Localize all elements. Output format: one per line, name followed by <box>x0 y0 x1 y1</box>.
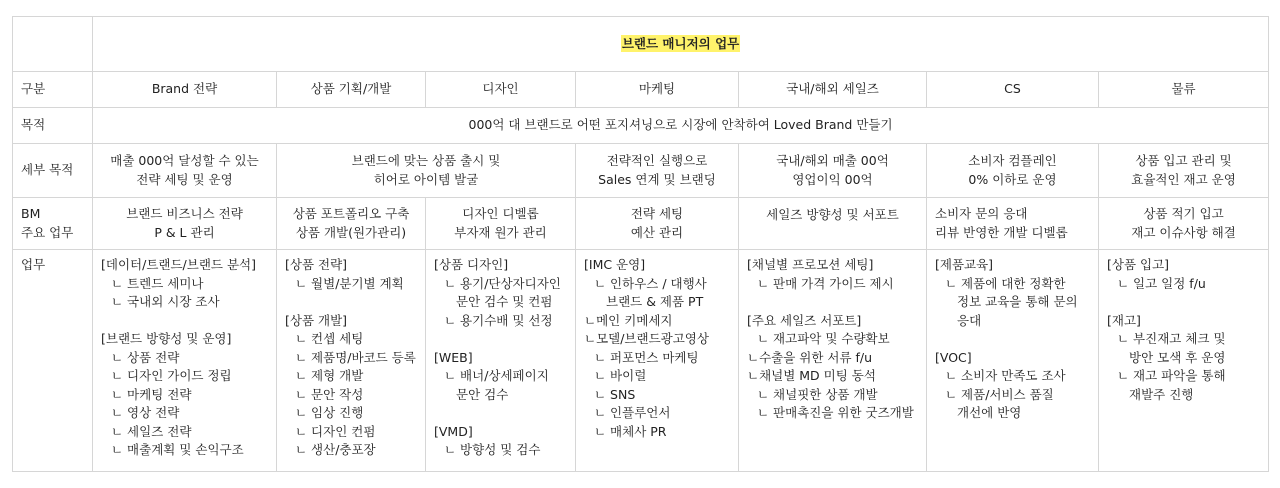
detail-goal-line: 소비자 컴플레인 <box>968 153 1057 168</box>
bm-task-line: 상품 포트폴리오 구축 <box>292 206 410 221</box>
work-item: [WEB] <box>434 349 473 365</box>
work-item: [주요 세일즈 서포트] <box>747 312 862 328</box>
bm-task-line: 예산 관리 <box>630 224 684 240</box>
detail-goal-line: 전략 세팅 및 운영 <box>136 171 233 187</box>
work-spacer <box>1107 293 1268 312</box>
work-item: ㄴ 퍼포먼스 마케팅 <box>594 349 699 365</box>
work-item: ㄴ 인하우스 / 대행사 <box>594 275 707 291</box>
work-item: ㄴ 배너/상세페이지 <box>444 368 549 383</box>
work-item: ㄴ 용기수배 및 선정 <box>444 312 553 328</box>
work-item: ㄴ 매출계획 및 손익구조 <box>111 442 244 457</box>
bm-task-line: 리뷰 반영한 개발 디벨롭 <box>935 224 1068 240</box>
work-item: ㄴ 월별/분기별 계획 <box>295 275 404 291</box>
work-col-marketing <box>576 250 739 472</box>
detail-goal-sales <box>739 144 927 198</box>
bm-task-line: P & L 관리 <box>154 224 215 240</box>
work-item: 브랜드 & 제품 PT <box>606 294 704 309</box>
work-item: [상품 전략] <box>285 257 348 272</box>
work-item: ㄴ 문안 작성 <box>295 386 364 402</box>
work-spacer <box>101 312 276 331</box>
brand-manager-table <box>12 16 1269 472</box>
bm-task-product <box>277 198 426 250</box>
detail-goal-logistics <box>1099 144 1269 198</box>
work-item: ㄴ 재고 파악을 통해 <box>1117 368 1226 383</box>
purpose-text: 000억 대 브랜드로 어떤 포지셔닝으로 시장에 안착하여 Loved Brand 만들기 <box>93 108 1269 144</box>
header-product-planning: 상품 기획/개발 <box>277 72 426 108</box>
work-item: [재고] <box>1107 312 1141 328</box>
work-spacer <box>434 330 575 349</box>
detail-goal-line: 전략적인 실행으로 <box>606 153 708 168</box>
work-item: ㄴ 디자인 컨펌 <box>295 423 376 439</box>
work-item: ㄴ 마케팅 전략 <box>111 386 192 402</box>
detail-goal-cs <box>927 144 1099 198</box>
bm-task-line: 디자인 디벨롭 <box>462 206 539 221</box>
bm-task-line: 전략 세팅 <box>630 206 684 221</box>
page-title: 브랜드 매니저의 업무 <box>621 35 740 51</box>
bm-task-logistics <box>1099 198 1269 250</box>
work-item: ㄴ 제품명/바코드 등록 <box>295 349 416 365</box>
work-item: ㄴ 재고파악 및 수량확보 <box>757 331 890 346</box>
work-item: [IMC 운영] <box>584 257 646 272</box>
title-cell <box>93 17 1269 72</box>
work-item: ㄴ 판매촉진을 위한 굿즈개발 <box>757 405 914 420</box>
header-logistics: 물류 <box>1099 72 1269 108</box>
bm-task-marketing <box>576 198 739 250</box>
detail-goal-line: 국내/해외 매출 00억 <box>776 153 889 168</box>
work-col-design <box>426 250 576 472</box>
bm-tasks-row <box>13 198 1269 250</box>
detail-goal-line: Sales 연계 및 브랜딩 <box>598 171 716 187</box>
detail-goals-label: 세부 목적 <box>13 144 93 198</box>
work-item: [브랜드 방향성 및 운영] <box>101 331 232 346</box>
bm-tasks-label <box>13 198 93 250</box>
detail-goal-marketing <box>576 144 739 198</box>
corner-cell <box>13 17 93 72</box>
detail-goal-line: 히어로 아이템 발굴 <box>373 171 479 187</box>
header-design: 디자인 <box>426 72 576 108</box>
bm-task-design <box>426 198 576 250</box>
work-col-product <box>277 250 426 472</box>
work-item: ㄴ 일고 일정 f/u <box>1117 275 1206 291</box>
work-col-logistics <box>1099 250 1269 472</box>
work-item: ㄴ 세일즈 전략 <box>111 423 192 439</box>
work-item: ㄴ 매체사 PR <box>594 423 667 439</box>
bm-task-line: 소비자 문의 응대 <box>935 206 1028 221</box>
purpose-row <box>13 108 1269 144</box>
bm-task-line: 브랜드 비즈니스 전략 <box>126 206 243 221</box>
work-item: [채널별 프로모션 세팅] <box>747 257 874 272</box>
work-spacer <box>747 293 926 312</box>
bm-task-line: 재고 이슈사항 해결 <box>1131 224 1236 240</box>
bm-task-sales <box>739 198 927 250</box>
bm-task-line: 상품 개발(원가관리) <box>295 224 407 240</box>
work-item: ㄴ 제품에 대한 정확한 <box>945 275 1066 291</box>
work-item: ㄴ채널별 MD 미팅 동석 <box>747 368 876 383</box>
detail-goal-line: 매출 000억 달성할 수 있는 <box>110 153 259 168</box>
work-spacer <box>285 293 425 312</box>
detail-goal-line: 영업이익 00억 <box>792 171 873 187</box>
work-item: 정보 교육을 통해 문의 <box>957 294 1078 309</box>
work-item: ㄴ 인플루언서 <box>594 405 671 420</box>
work-item: [제품교육] <box>935 257 994 272</box>
work-item: 재발주 진행 <box>1129 386 1194 402</box>
work-item: ㄴ수출을 위한 서류 f/u <box>747 349 873 365</box>
work-item: ㄴ 판매 가격 가이드 제시 <box>757 275 894 291</box>
bm-task-line: 세일즈 방향성 및 서포트 <box>766 207 899 222</box>
work-col-cs <box>927 250 1099 472</box>
work-item: ㄴ 방향성 및 검수 <box>444 442 541 457</box>
work-item: [상품 입고] <box>1107 257 1170 272</box>
work-item: 방안 모색 후 운영 <box>1129 349 1226 365</box>
work-item: 문안 검수 <box>456 386 509 402</box>
work-item: 응대 <box>957 312 982 328</box>
work-item: ㄴ 소비자 만족도 조사 <box>945 368 1066 383</box>
header-cs: CS <box>927 72 1099 108</box>
work-item: ㄴ SNS <box>594 386 636 402</box>
work-row <box>13 250 1269 472</box>
work-item: [데이터/트랜드/브랜드 분석] <box>101 257 256 272</box>
work-item: ㄴ 제형 개발 <box>295 368 364 383</box>
work-spacer <box>935 330 1098 349</box>
bm-task-brand <box>93 198 277 250</box>
work-item: ㄴ 디자인 가이드 정립 <box>111 368 232 383</box>
work-col-sales <box>739 250 927 472</box>
bm-tasks-label-line: 주요 업무 <box>21 224 74 240</box>
purpose-label: 목적 <box>13 108 93 144</box>
work-item: ㄴ 생산/충포장 <box>295 442 376 457</box>
detail-goal-brand <box>93 144 277 198</box>
header-marketing: 마케팅 <box>576 72 739 108</box>
detail-goal-line: 효율적인 재고 운영 <box>1131 171 1236 187</box>
work-label: 업무 <box>13 250 93 472</box>
bm-task-cs <box>927 198 1099 250</box>
work-item: ㄴ 영상 전략 <box>111 405 180 420</box>
title-row <box>13 17 1269 72</box>
header-label: 구분 <box>13 72 93 108</box>
detail-goals-row <box>13 144 1269 198</box>
work-item: [VOC] <box>935 349 972 365</box>
work-item: ㄴ메인 키메세지 <box>584 312 673 328</box>
work-item: ㄴ 컨셉 세팅 <box>295 331 364 346</box>
work-item: ㄴ 트렌드 세미나 <box>111 275 204 291</box>
header-brand-strategy: Brand 전략 <box>93 72 277 108</box>
work-item: ㄴ 국내외 시장 조사 <box>111 294 220 309</box>
bm-tasks-label-line: BM <box>21 206 41 221</box>
bm-task-line: 상품 적기 입고 <box>1143 206 1224 221</box>
work-item: ㄴ 상품 전략 <box>111 349 180 365</box>
work-spacer <box>434 404 575 423</box>
work-item: 문안 검수 및 컨펌 <box>456 294 553 309</box>
detail-goal-product-design <box>277 144 576 198</box>
detail-goal-line: 브랜드에 맞는 상품 출시 및 <box>351 153 501 168</box>
work-item: ㄴ 부진재고 체크 및 <box>1117 331 1226 346</box>
work-item: [상품 개발] <box>285 312 348 328</box>
work-item: ㄴ 채널핏한 상품 개발 <box>757 386 878 402</box>
work-item: ㄴ 임상 진행 <box>295 405 364 420</box>
work-item: [상품 디자인] <box>434 257 509 272</box>
work-item: 개선에 반영 <box>957 405 1022 420</box>
work-item: [VMD] <box>434 423 473 439</box>
work-item: ㄴ 바이럴 <box>594 368 647 383</box>
work-item: ㄴ 용기/단상자디자인 <box>444 275 561 291</box>
detail-goal-line: 상품 입고 관리 및 <box>1135 153 1232 168</box>
bm-task-line: 부자재 원가 관리 <box>454 224 547 240</box>
header-row <box>13 72 1269 108</box>
detail-goal-line: 0% 이하로 운영 <box>968 171 1057 187</box>
work-item: ㄴ모델/브랜드광고영상 <box>584 331 709 346</box>
work-col-brand <box>93 250 277 472</box>
work-item: ㄴ 제품/서비스 품질 <box>945 386 1054 402</box>
header-sales: 국내/해외 세일즈 <box>739 72 927 108</box>
